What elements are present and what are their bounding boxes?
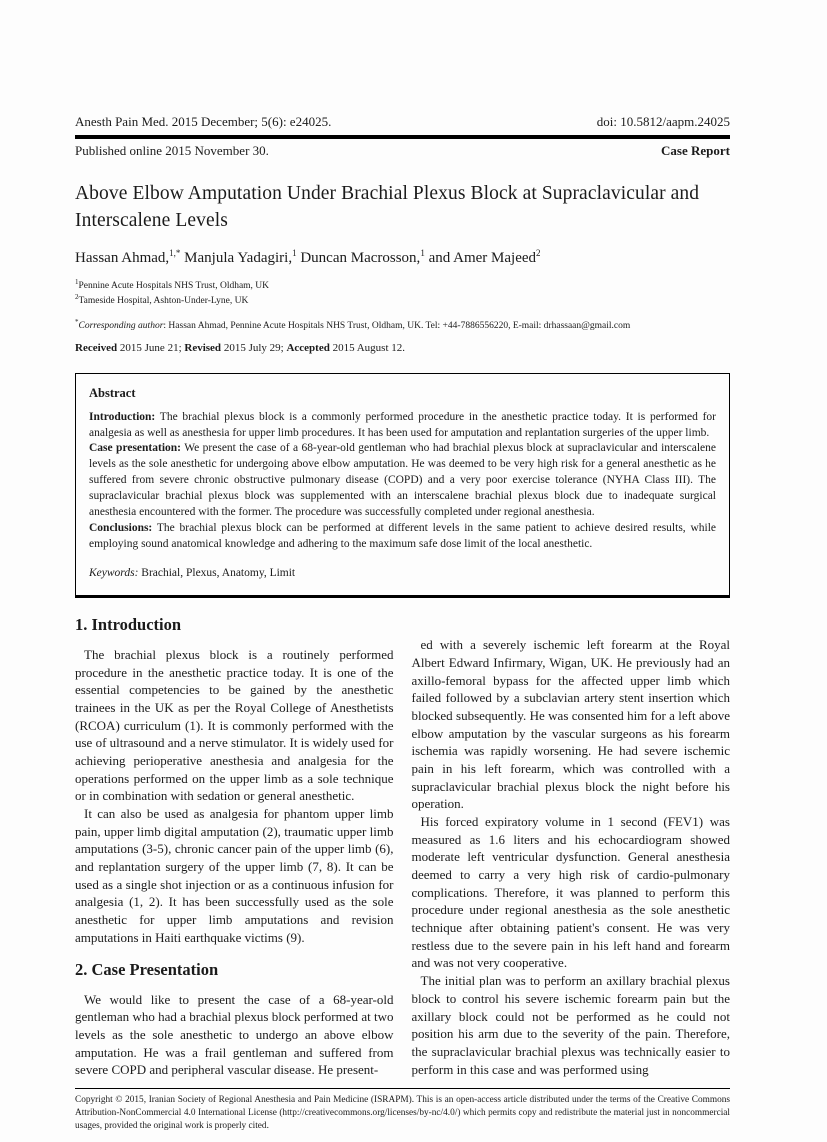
dates-line — [75, 342, 730, 354]
abstract-introduction — [89, 410, 716, 442]
article-title: Above Elbow Amputation Under Brachial Plexus Block at Supraclavicular and Interscalene Levels — [75, 183, 700, 232]
article-type-label: Case Report — [661, 143, 730, 158]
abstract-heading: Abstract — [89, 385, 136, 400]
corresponding-marker: * — [75, 317, 79, 326]
author-name: Hassan Ahmad, — [75, 249, 170, 266]
abstract-box — [75, 373, 730, 599]
received-value: 2015 June 21; — [117, 341, 185, 354]
abstract-case-presentation-label: Case presentation: — [89, 442, 181, 455]
section-heading-case-presentation: 2. Case Presentation — [75, 960, 219, 980]
author-name: Manjula Yadagiri, — [180, 249, 293, 266]
affiliation-text: Pennine Acute Hospitals NHS Trust, Oldham, UK — [78, 280, 270, 291]
authors-line — [75, 247, 730, 267]
author-affiliation-marker: 1 — [292, 247, 297, 258]
affiliation-text: Tameside Hospital, Ashton-Under-Lyne, UK — [78, 296, 249, 307]
abstract-case-presentation-text: We present the case of a 68-year-old gentleman who had brachial plexus block at supraclavicular and interscalene levels as the sole anesthetic for undergoing above elbow amputation. He was deemed to be very high risk for a general anesthetic as he suffered from severe chronic obstructive pulmonary disease (COPD) and a very poor exercise tolerance (NYHA Class III). The supraclavicular brachial plexus block was supplemented with an interscalene brachial plexus block due to inadequate surgical anesthesia encountered with the former. The procedure was successfully completed under regional anesthesia. — [89, 442, 716, 518]
affiliations-block — [75, 278, 730, 309]
case-paragraph-3: The initial plan was to perform an axillary brachial plexus block to control his severe ischemic forearm pain but the axillary block could not be performed as he could not position his arm due to the severity of the pain. Therefore, the supraclavicular brachial plexus was technically easier to perform in this case and was performed using — [411, 973, 730, 1077]
affiliation-marker: 2 — [75, 293, 79, 302]
abstract-conclusions — [89, 521, 716, 553]
introduction-paragraph-2: It can also be used as analgesia for phantom upper limb pain, upper limb digital amputation (2), traumatic upper limb amputations (3-5), chronic cancer pain of the upper limb (6), and replantation surgery of the upper limb (7, 8). It can be used as a single shot injection or as a continuous infusion for analgesia (1, 2). It has been successfully used as the sole anesthetic for upper limb amputations and revision amputations in Haiti earthquake victims (9). — [75, 805, 394, 945]
revised-value: 2015 July 29; — [221, 341, 287, 354]
column-left — [75, 614, 394, 1079]
journal-citation: Anesth Pain Med. 2015 December; 5(6): e24025. — [75, 114, 332, 129]
keywords-line — [89, 567, 716, 579]
section-heading-introduction: 1. Introduction — [75, 615, 182, 635]
abstract-conclusions-label: Conclusions: — [89, 521, 153, 534]
author-affiliation-marker: 1,* — [169, 247, 181, 258]
page-footer — [75, 1088, 730, 1134]
abstract-conclusions-text: The brachial plexus block can be performed at different levels in the same patient to achieve desired results, while employing sound anatomical knowledge and adhering to the maximum safe dose limit of the local anesthetic. — [89, 521, 716, 550]
column-right — [412, 614, 731, 1079]
corresponding-author-line — [75, 318, 730, 331]
revised-label: Revised — [184, 341, 222, 354]
received-label: Received — [75, 341, 118, 354]
introduction-paragraph-1: The brachial plexus block is a routinely performed procedure in the anesthetic practice today. It is one of the essential competencies to be gained by the anesthetic trainees in the UK as per the Royal College of Anesthetists (RCOA) curriculum (1). It is commonly performed with the use of ultrasound and a nerve stimulator. It is widely used for achieving perioperative anesthesia and analgesia for the operations performed on the upper limb as a sole technique or in combination with sedation or general anesthetic. — [75, 646, 394, 804]
keywords-label: Keywords: — [89, 567, 139, 580]
affiliation-line — [75, 293, 730, 308]
affiliation-marker: 1 — [75, 277, 79, 286]
author-affiliation-marker: 1 — [420, 247, 425, 258]
corresponding-label: Corresponding author — [78, 320, 164, 331]
accepted-value: 2015 August 12. — [329, 341, 406, 354]
case-paragraph-1-continued: ed with a severely ischemic left forearm at the Royal Albert Edward Infirmary, Wigan, UK. He previously had an axillo-femoral bypass for the affected upper limb which failed followed by a subclavian artery stent insertion which blocked subsequently. He was consented him for a left above elbow amputation by the vascular surgeons as his forearm ischemia was rapidly worsening. He had severe ischemic pain in his left forearm, which was controlled with a supraclavicular brachial plexus block the night before his operation. — [411, 637, 730, 812]
author-name: Duncan Macrosson, — [296, 249, 421, 266]
accepted-label: Accepted — [286, 341, 330, 354]
header-rule — [75, 135, 730, 139]
author-name: and Amer Majeed — [424, 249, 537, 266]
case-paragraph-2: His forced expiratory volume in 1 second (FEV1) was measured as 1.6 liters and his echocardiogram showed moderate left ventricular dysfunction. General anesthesia deemed to carry a very high risk of cardio-pulmonary complications. Therefore, it was planned to perform this procedure under regional anesthesia as the sole anesthetic technique after obtaining patient's consent. He was very restless due to the severe pain in his left hand and forearm and was not very cooperative. — [411, 814, 730, 971]
copyright-text: Copyright © 2015, Iranian Society of Regional Anesthesia and Pain Medicine (ISRAPM). This is an open-access article distributed under the terms of the Creative Commons Attribution-NonCommercial 4.0 International License (http://creativecommons.org/licenses/by-nc/4.0/) which permits copy and redistribute the material just in noncommercial usages, provided the original work is properly cited. — [75, 1095, 730, 1132]
abstract-case-presentation — [89, 441, 716, 520]
published-row — [75, 143, 730, 159]
case-paragraph-1: We would like to present the case of a 68-year-old gentleman who had a brachial plexus block performed at two levels as the sole anesthetic to undergo an above elbow amputation. He was a frail gentleman and suffered from severe COPD and peripheral vascular disease. He present- — [75, 991, 394, 1078]
journal-header — [75, 114, 730, 130]
author-affiliation-marker: 2 — [536, 247, 541, 258]
published-online-text: Published online 2015 November 30. — [75, 143, 269, 158]
corresponding-text: : Hassan Ahmad, Pennine Acute Hospitals NHS Trust, Oldham, UK. Tel: +44-7886556220, E-mail: drhassaan@gmail.com — [163, 320, 631, 331]
doi-text: doi: 10.5812/aapm.24025 — [596, 114, 730, 129]
abstract-introduction-label: Introduction: — [89, 410, 156, 423]
abstract-introduction-text: The brachial plexus block is a commonly performed procedure in the anesthetic practice today. It is performed for analgesia as well as anesthesia for upper limb procedures. It has been used for amputation and replantation surgeries of the upper limb. — [89, 410, 716, 439]
keywords-text: Brachial, Plexus, Anatomy, Limit — [138, 567, 296, 580]
affiliation-line — [75, 278, 730, 293]
body-columns — [75, 614, 730, 1079]
